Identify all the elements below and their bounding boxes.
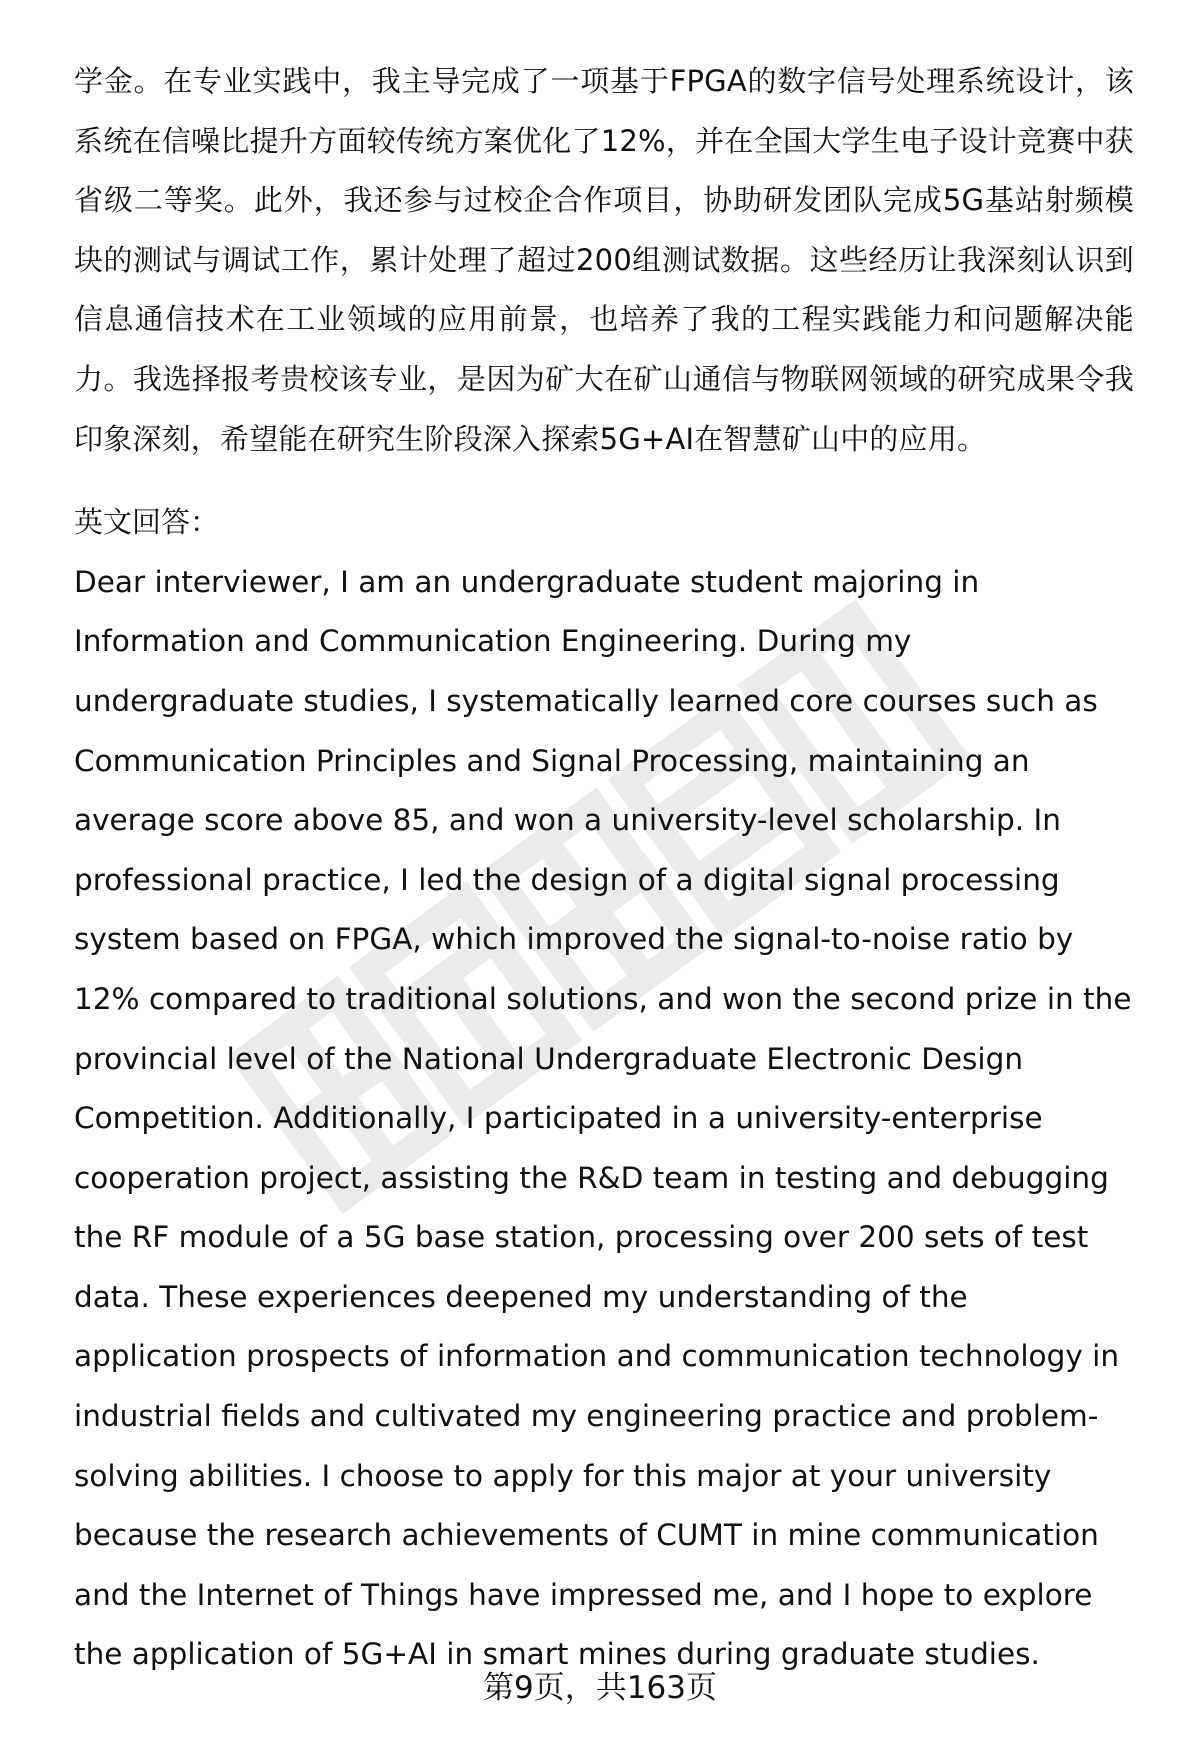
english-paragraph: Dear interviewer, I am an undergraduate student majoring in Information and Communication Engineering. During my undergraduate studies, I systematically learned core courses such as Communication Principles and Signal Processing, maintaining an average score above 85, and won a university-level scholarship. In professional practice, I led the design of a digital signal processing system based on FPGA, which improved the signal-to-noise ratio by 12% compared to traditional solutions, and won the second prize in the provincial level of the National Undergraduate Electronic Design Competition. Additionally, I participated in a university-enterprise cooperation project, assisting the R&D team in testing and debugging the RF module of a 5G base station, processing over 200 sets of test data. These experiences deepened my understanding of the application prospects of information and communication technology in industrial fields and cultivated my engineering practice and problem-solving abilities. I choose to apply for this major at your university because the research achievements of CUMT in mine communication and the Internet of Things have impressed me, and I hope to explore the application of 5G+AI in smart mines during graduate studies. xyxy=(74,564,1132,1672)
english-answer-label: 英文回答： xyxy=(74,505,220,540)
chinese-paragraph: 学金。在专业实践中，我主导完成了一项基于FPGA的数字信号处理系统设计，该系统在信噪比提升方面较传统方案优化了12%，并在全国大学生电子设计竞赛中获省级二等奖。此外，我还参与过校企合作项目，协助研发团队完成5G基站射频模块的测试与调试工作，累计处理了超过200组测试数据。这些经历让我深刻认识到信息通信技术在工业领域的应用前景，也培养了我的工程实践能力和问题解决能力。我选择报考贵校该专业，是因为矿大在矿山通信与物联网领域的研究成果令我印象深刻，希望能在研究生阶段深入探索5G+AI在智慧矿山中的应用。 xyxy=(74,64,1134,456)
page-indicator: 第9页，共163页 xyxy=(483,1670,717,1706)
document-body xyxy=(74,0,1134,1685)
